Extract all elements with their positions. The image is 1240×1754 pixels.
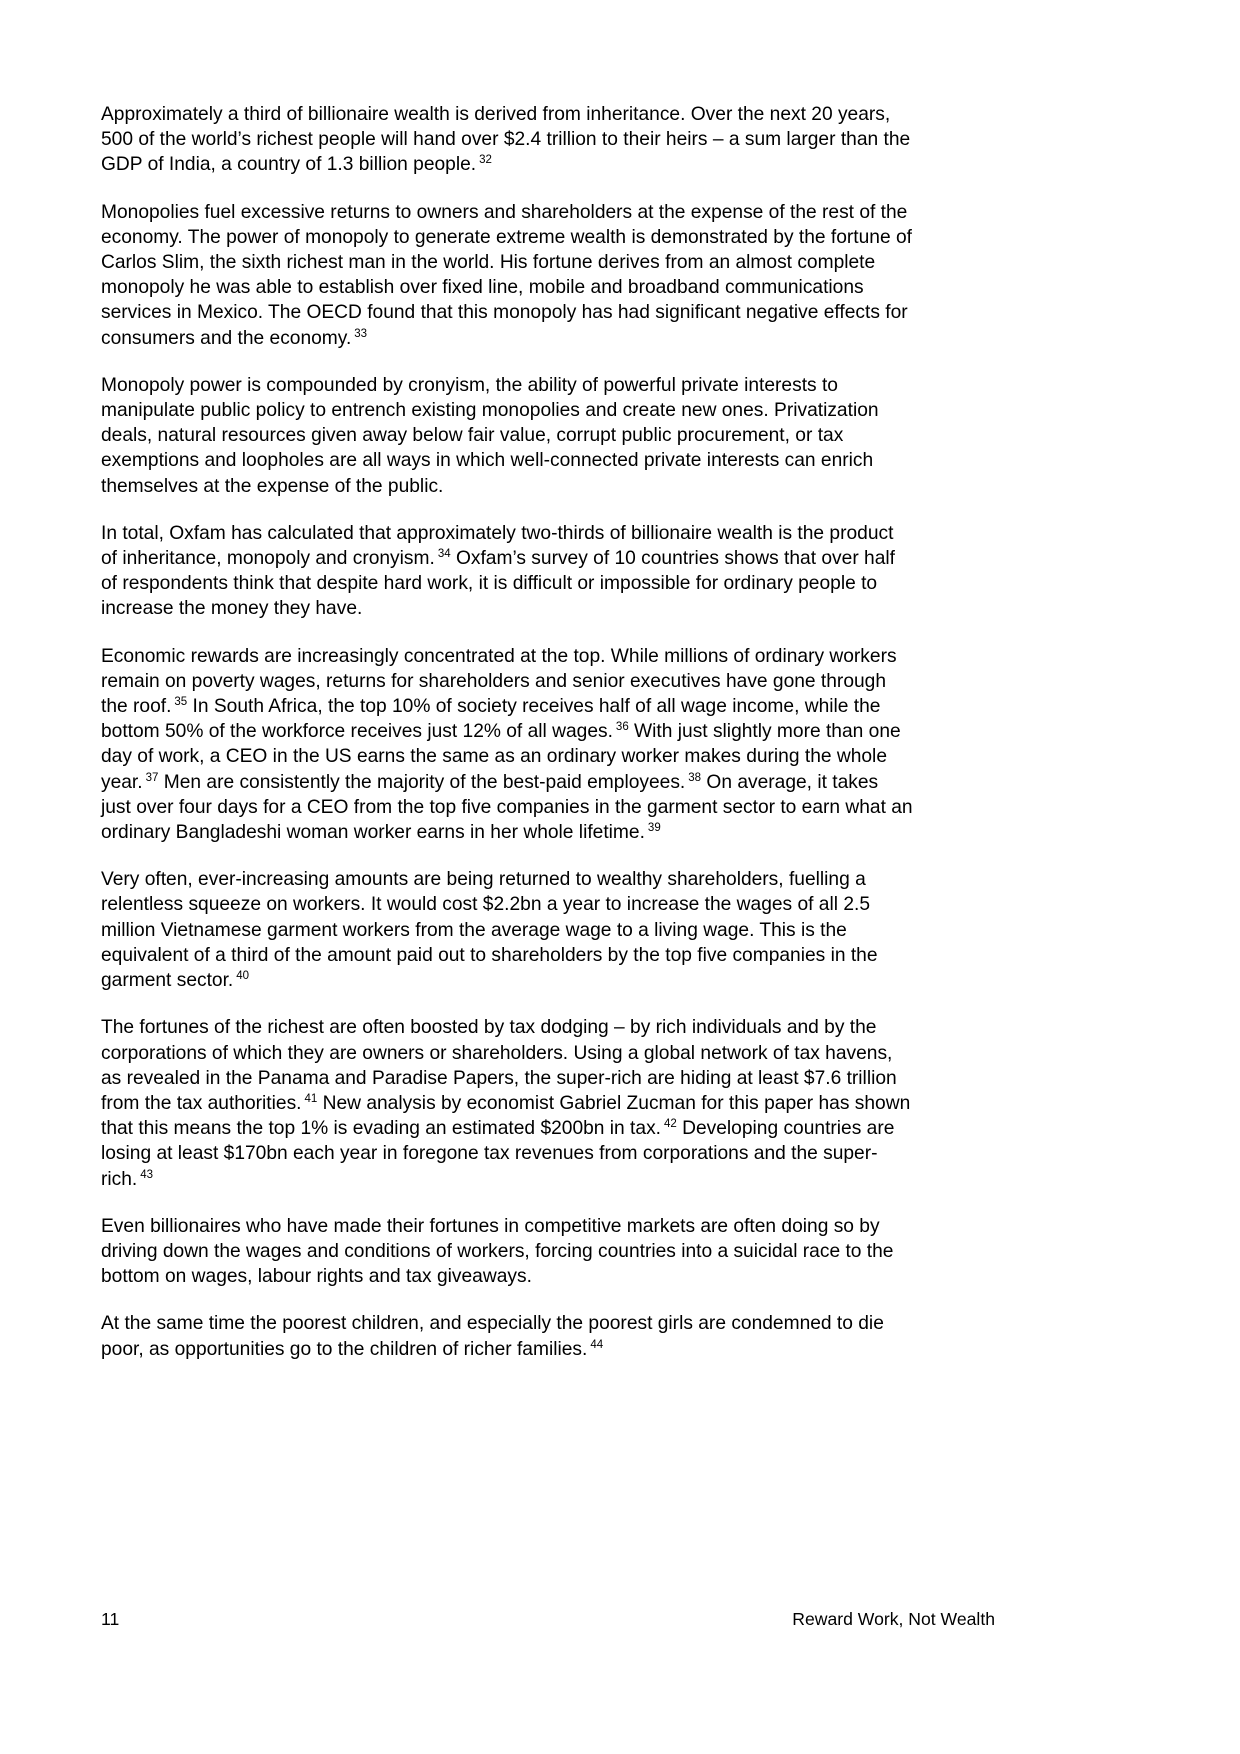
footnote-marker: 41 [304, 1092, 318, 1105]
paragraph-text: Very often, ever-increasing amounts are being returned to wealthy shareholders, fuelling a relentless squeeze on workers. It would cost $2.2bn a year to increase the wages of all 2.5 million Vietnamese garment workers from the average wage to a living wage. This is the equivalent of a third of the amount paid out to shareholders by the top five companies in the garment sector. [101, 869, 878, 992]
paragraph [101, 373, 913, 499]
paragraph-text: On average, it takes just over four days for a CEO from the top five companies in the garment sector to earn what an ordinary Bangladeshi woman worker earns in her whole lifetime. [101, 771, 913, 844]
paragraph [101, 200, 913, 351]
paragraph-text: The fortunes of the richest are often boosted by tax dodging – by rich individuals and by the corporations of which they are owners or shareholders. Using a global network of tax havens, as revealed in the Panama and Paradise Papers, the super-rich are hiding at least $7.6 trillion from the tax authorities. [101, 1017, 897, 1114]
footnote-marker: 40 [236, 970, 250, 983]
footnote-marker: 42 [664, 1118, 677, 1131]
paragraph [101, 644, 913, 846]
paragraph-text: At the same time the poorest children, and especially the poorest girls are condemned to die poor, as opportunities go to the children of richer families. [101, 1313, 884, 1360]
footnote-marker: 38 [688, 771, 702, 784]
paragraph-text: Economic rewards are increasingly concentrated at the top. While millions of ordinary workers remain on poverty wages, returns for shareholders and senior executives have gone through the roof. [101, 645, 897, 718]
footnote-marker: 34 [437, 548, 451, 561]
paragraph-text: With just slightly more than one day of work, a CEO in the US earns the same as an ordinary worker makes during the whole year. [101, 721, 901, 793]
footnote-marker: 44 [590, 1338, 604, 1351]
footnote-marker: 35 [174, 696, 188, 709]
footnote-marker: 33 [354, 327, 368, 340]
paragraph [101, 102, 913, 178]
paragraph-text: Oxfam’s survey of 10 countries shows that over half of respondents think that despite hard work, it is difficult or impossible for ordinary people to increase the money they have. [101, 548, 895, 620]
footnote-marker: 36 [615, 721, 629, 734]
paragraph [101, 1015, 913, 1191]
paragraph-text: Men are consistently the majority of the best-paid employees. [158, 771, 686, 793]
footnote-marker: 39 [647, 822, 661, 835]
footnote-marker: 37 [145, 771, 159, 784]
page-footer [101, 1608, 995, 1632]
paragraph [101, 1311, 913, 1361]
footnote-marker: 32 [479, 154, 492, 167]
paragraph [101, 521, 913, 622]
paragraph [101, 867, 913, 993]
paragraph-text: In total, Oxfam has calculated that approximately two-thirds of billionaire wealth is the product of inheritance, monopoly and cronyism. [101, 522, 894, 570]
body-text [101, 102, 913, 1384]
paragraph-text: Approximately a third of billionaire wealth is derived from inheritance. Over the next 20 years, 500 of the world’s richest people will hand over $2.4 trillion to their heirs – a sum larger than the GDP of India, a country of 1.3 billion people. [101, 104, 911, 176]
paragraph-text: Even billionaires who have made their fortunes in competitive markets are often doing so by driving down the wages and conditions of workers, forcing countries into a suicidal race to the bottom on wages, labour rights and tax giveaways. [101, 1215, 894, 1288]
paragraph-text: New analysis by economist Gabriel Zucman for this paper has shown that this means the top 1% is evading an estimated $200bn in tax. [101, 1092, 911, 1140]
paragraph-text: Developing countries are losing at least $170bn each year in foregone tax revenues from corporations and the super-rich. [101, 1118, 895, 1190]
page-number: 11 [101, 1609, 120, 1629]
paragraph-text: Monopoly power is compounded by cronyism, the ability of powerful private interests to manipulate public policy to entrench existing monopolies and create new ones. Privatization deals, natural resources given away below fair value, corrupt public procurement, or tax exemptions and loopholes are all ways in which well-connected private interests can enrich themselves at the expense of the public. [101, 374, 879, 497]
footnote-marker: 43 [140, 1168, 154, 1181]
paragraph-text: Monopolies fuel excessive returns to owners and shareholders at the expense of the rest of the economy. The power of monopoly to generate extreme wealth is demonstrated by the fortune of Carlos Slim, the sixth richest man in the world. His fortune derives from an almost complete monopoly he was able to establish over fixed line, mobile and broadband communications services in Mexico. The OECD found that this monopoly has had significant negative effects for consumers and the economy. [101, 201, 912, 349]
document-title: Reward Work, Not Wealth [792, 1609, 995, 1629]
paragraph-text: In South Africa, the top 10% of society receives half of all wage income, while the bottom 50% of the workforce receives just 12% of all wages. [101, 696, 881, 743]
paragraph [101, 1214, 913, 1290]
